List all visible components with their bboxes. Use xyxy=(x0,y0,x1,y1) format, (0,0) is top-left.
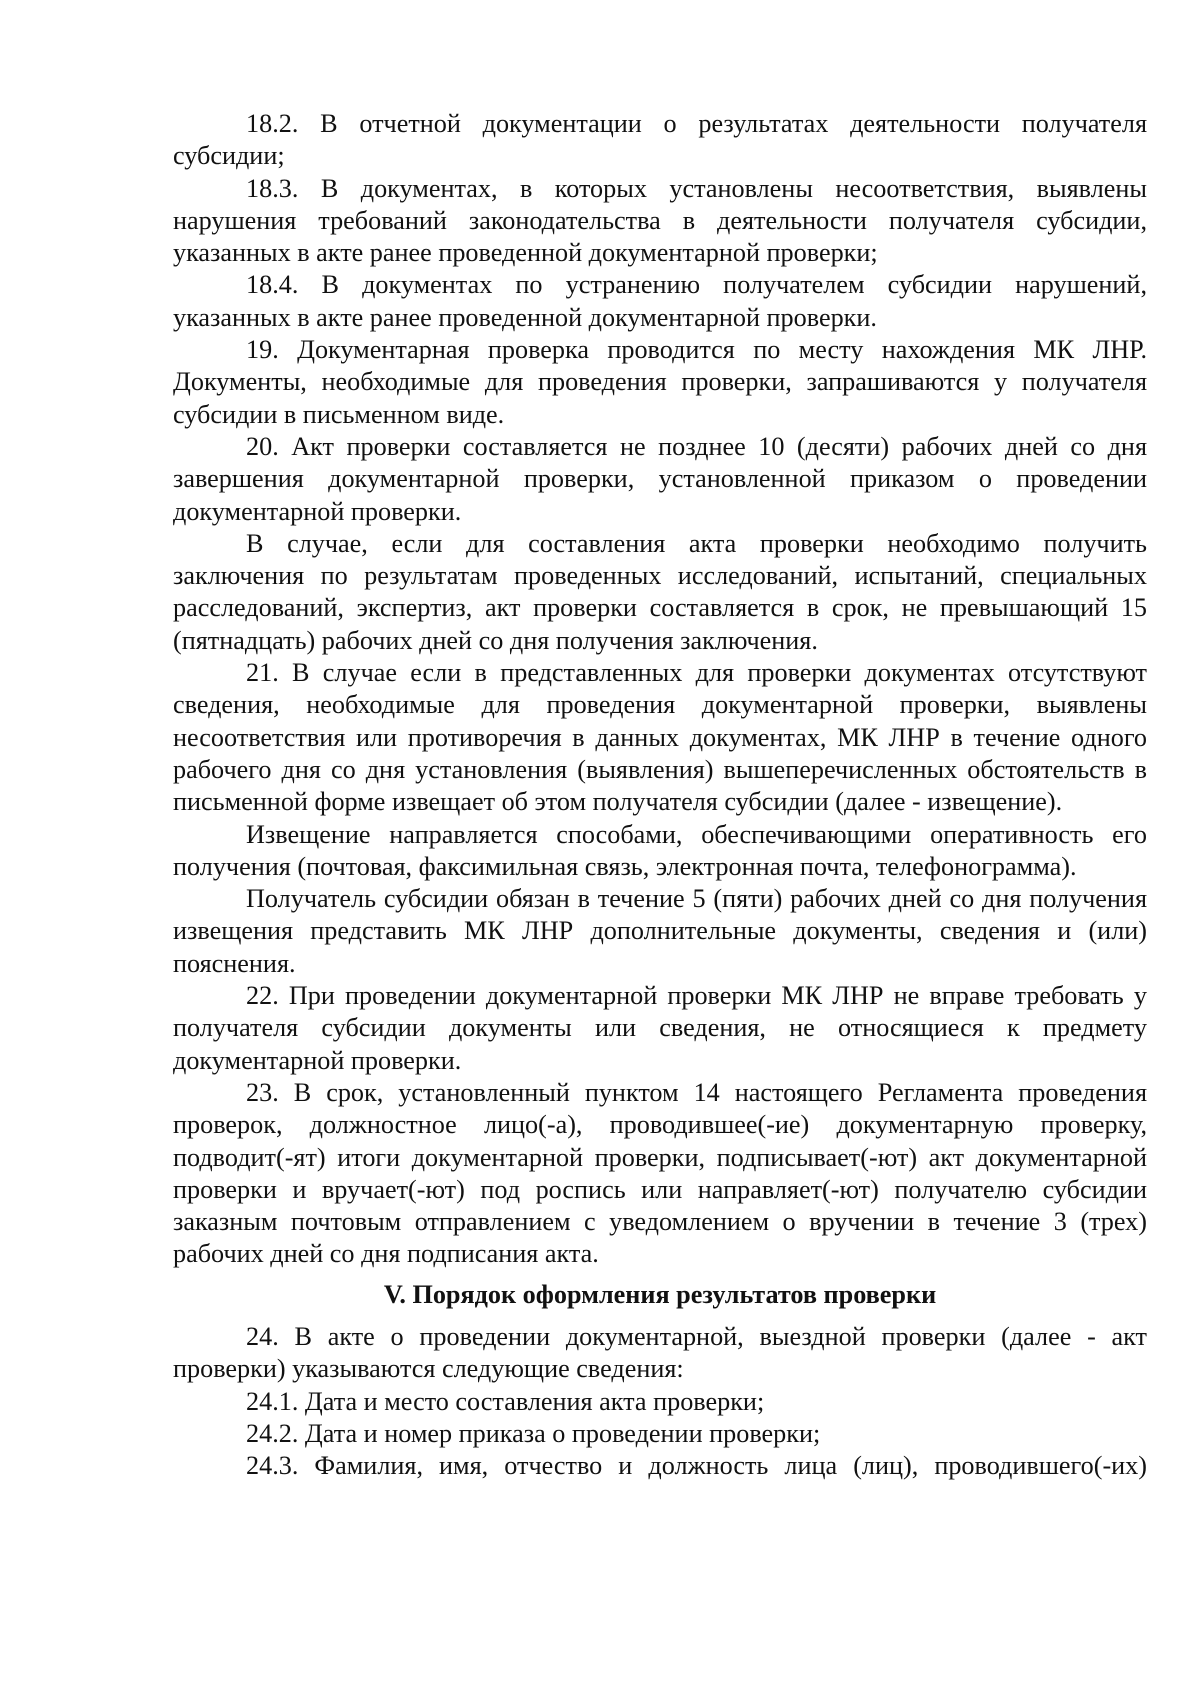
paragraph-24-3: 24.3. Фамилия, имя, отчество и должность лица (лиц), проводившего(-их) xyxy=(246,1451,1147,1481)
paragraph-23: 23. В срок, установленный пунктом 14 настоящего Регламента проведения проверок, должностное лицо(-а), проводившее(-ие) документарную проверку, подводит(-ят) итоги документарной проверки, подписывает(-ют) акт документарной проверки и вручает(-ют) под роспись или направляет(-ют) получателю субсидии заказным почтовым отправлением с уведомлением о вручении в течение 3 (трех) рабочих дней со дня подписания акта. xyxy=(173,1077,1147,1269)
paragraph-24-2: 24.2. Дата и номер приказа о проведении проверки; xyxy=(246,1418,821,1448)
paragraph-19: 19. Документарная проверка проводится по месту нахождения МК ЛНР. Документы, необходимые для проведения проверки, запрашиваются у получателя субсидии в письменном виде. xyxy=(173,335,1147,429)
paragraph-20: 20. Акт проверки составляется не позднее 10 (десяти) рабочих дней со дня завершения документарной проверки, установленной приказом о проведении документарной проверки. xyxy=(173,431,1147,526)
paragraph-18-4: 18.4. В документах по устранению получателем субсидии нарушений, указанных в акте ранее проведенной документарной проверки. xyxy=(173,270,1147,332)
paragraph-18-3: 18.3. В документах, в которых установлены несоответствия, выявлены нарушения требований законодательства в деятельности получателя субсидии, указанных в акте ранее проведенной документарной проверки; xyxy=(173,173,1147,268)
paragraph-24: 24. В акте о проведении документарной, выездной проверки (далее - акт проверки) указываются следующие сведения: xyxy=(173,1321,1147,1384)
paragraph-22: 22. При проведении документарной проверки МК ЛНР не вправе требовать у получателя субсидии документы или сведения, не относящиеся к предмету документарной проверки. xyxy=(173,981,1147,1075)
paragraph-18-2: 18.2. В отчетной документации о результатах деятельности получателя субсидии; xyxy=(173,109,1147,171)
paragraph-21-notice: Извещение направляется способами, обеспечивающими оперативность его получения (почтовая, факсимильная связь, электронная почта, телефонограмма). xyxy=(173,819,1147,881)
paragraph-20-exception: В случае, если для составления акта проверки необходимо получить заключения по результатам проведенных исследований, испытаний, специальных расследований, экспертиз, акт проверки составляется в срок, не превышающий 15 (пятнадцать) рабочих дней со дня получения заключения. xyxy=(173,528,1147,655)
section-heading: V. Порядок оформления результатов проверки xyxy=(383,1279,937,1309)
paragraph-24-1: 24.1. Дата и место составления акта проверки; xyxy=(246,1386,765,1416)
document-page xyxy=(173,108,1147,1482)
paragraph-21: 21. В случае если в представленных для проверки документах отсутствуют сведения, необходимые для проведения документарной проверки, выявлены несоответствия или противоречия в данных документах, МК ЛНР в течение одного рабочего дня со дня установления (выявления) вышеперечисленных обстоятельств в письменной форме извещает об этом получателя субсидии (далее - извещение). xyxy=(173,658,1147,817)
paragraph-21-recipient-duty: Получатель субсидии обязан в течение 5 (пяти) рабочих дней со дня получения извещения представить МК ЛНР дополнительные документы, сведения и (или) пояснения. xyxy=(173,884,1147,978)
